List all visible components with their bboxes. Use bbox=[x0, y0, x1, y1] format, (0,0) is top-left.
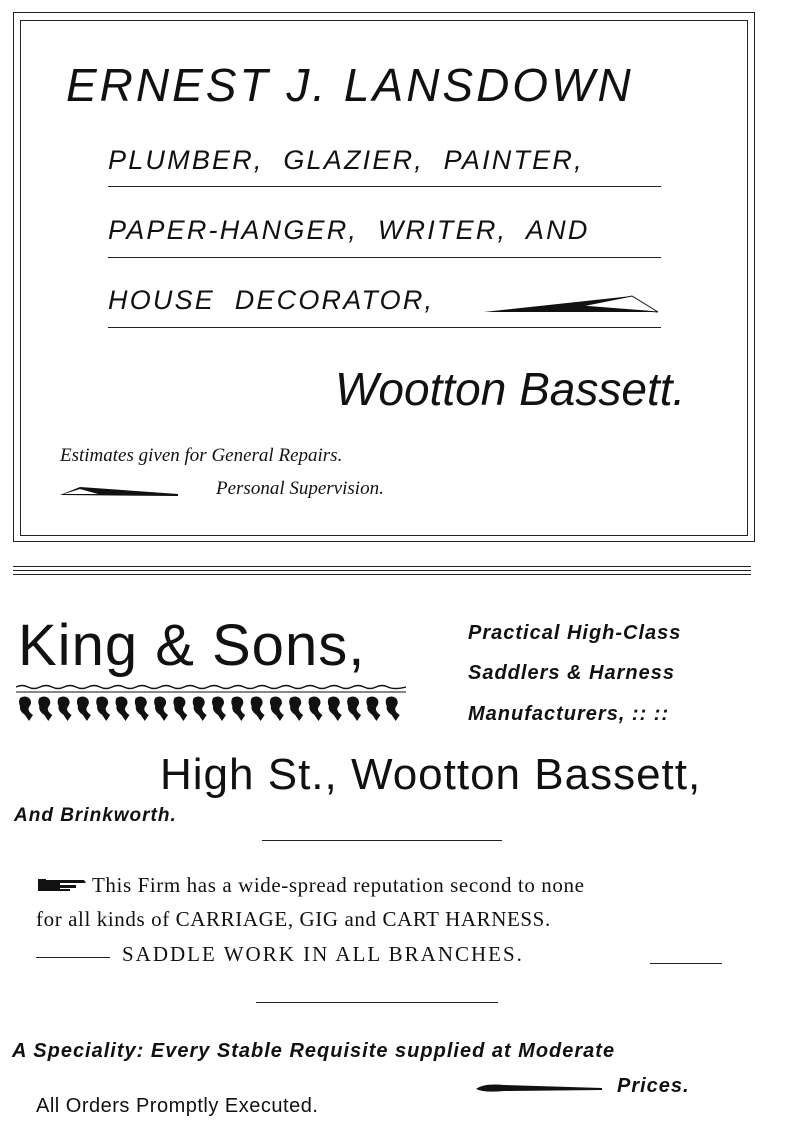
ornament-motif bbox=[193, 697, 207, 722]
pen-flourish-icon bbox=[482, 286, 662, 316]
ad2-branch: And Brinkworth. bbox=[14, 805, 177, 826]
ornament-motif bbox=[366, 697, 380, 722]
section-separator bbox=[13, 566, 751, 578]
ad2-business-name: King & Sons, bbox=[18, 613, 366, 678]
ad1-trade-line: HOUSE DECORATOR, bbox=[108, 285, 435, 315]
ornament-motif bbox=[212, 697, 226, 722]
ornament-motif bbox=[347, 697, 361, 722]
ad1-business-name: ERNEST J. LANSDOWN bbox=[66, 59, 634, 111]
ad2-rule bbox=[256, 1002, 498, 1003]
ad2-trade-line: Practical High-Class bbox=[468, 622, 682, 644]
pen-flourish-icon bbox=[58, 484, 182, 498]
ornament-motif bbox=[289, 697, 303, 722]
ad2-dash-rule bbox=[36, 957, 110, 958]
ad1-town: Wootton Bassett. bbox=[335, 363, 686, 415]
ornament-motif bbox=[270, 697, 284, 722]
ad2-dash-rule bbox=[650, 963, 722, 964]
ad2-speciality: A Speciality: Every Stable Requisite supplied at Moderate bbox=[12, 1040, 616, 1062]
ornament-motif bbox=[135, 697, 149, 722]
ornament-motif bbox=[154, 697, 168, 722]
ornament-motif bbox=[96, 697, 110, 722]
pen-flourish-icon bbox=[474, 1082, 604, 1094]
ad2-rule bbox=[262, 840, 502, 841]
ad2-speciality-end: Prices. bbox=[617, 1075, 690, 1097]
ad1-estimates-note: Estimates given for General Repairs. bbox=[60, 445, 343, 466]
ad2-trade-line: Saddlers & Harness bbox=[468, 662, 675, 684]
ornament-motif bbox=[77, 697, 91, 722]
ornament-motif bbox=[38, 697, 52, 722]
ornament-motif bbox=[231, 697, 245, 722]
ornament-motif bbox=[58, 697, 72, 722]
ad1-rule bbox=[108, 257, 661, 258]
ad2-reputation-line: This Firm has a wide-spread reputation second to none bbox=[92, 873, 585, 897]
ad2-reputation-line: SADDLE WORK IN ALL BRANCHES. bbox=[122, 942, 524, 966]
ornament-motif bbox=[116, 697, 130, 722]
ad1-supervision-note: Personal Supervision. bbox=[216, 478, 384, 499]
ad2-address: High St., Wootton Bassett, bbox=[160, 750, 702, 799]
ad2-orders-note: All Orders Promptly Executed. bbox=[36, 1095, 319, 1117]
ornament-motif bbox=[309, 697, 323, 722]
ad1-trade-line: PLUMBER, GLAZIER, PAINTER, bbox=[108, 145, 584, 175]
ad1-rule bbox=[108, 327, 661, 328]
ad1-rule bbox=[108, 186, 661, 187]
ornamental-border bbox=[16, 684, 406, 724]
ornament-motif bbox=[19, 697, 33, 722]
pointing-hand-icon bbox=[36, 876, 88, 894]
ornament-motif bbox=[251, 697, 265, 722]
ornament-motif bbox=[173, 697, 187, 722]
ad1-trade-line: PAPER-HANGER, WRITER, AND bbox=[108, 215, 590, 245]
ornament-motif bbox=[328, 697, 342, 722]
ad2-reputation-line: for all kinds of CARRIAGE, GIG and CART HARNESS. bbox=[36, 907, 551, 931]
ad2-trade-line: Manufacturers, :: :: bbox=[468, 703, 670, 725]
ornament-motif bbox=[386, 697, 400, 722]
